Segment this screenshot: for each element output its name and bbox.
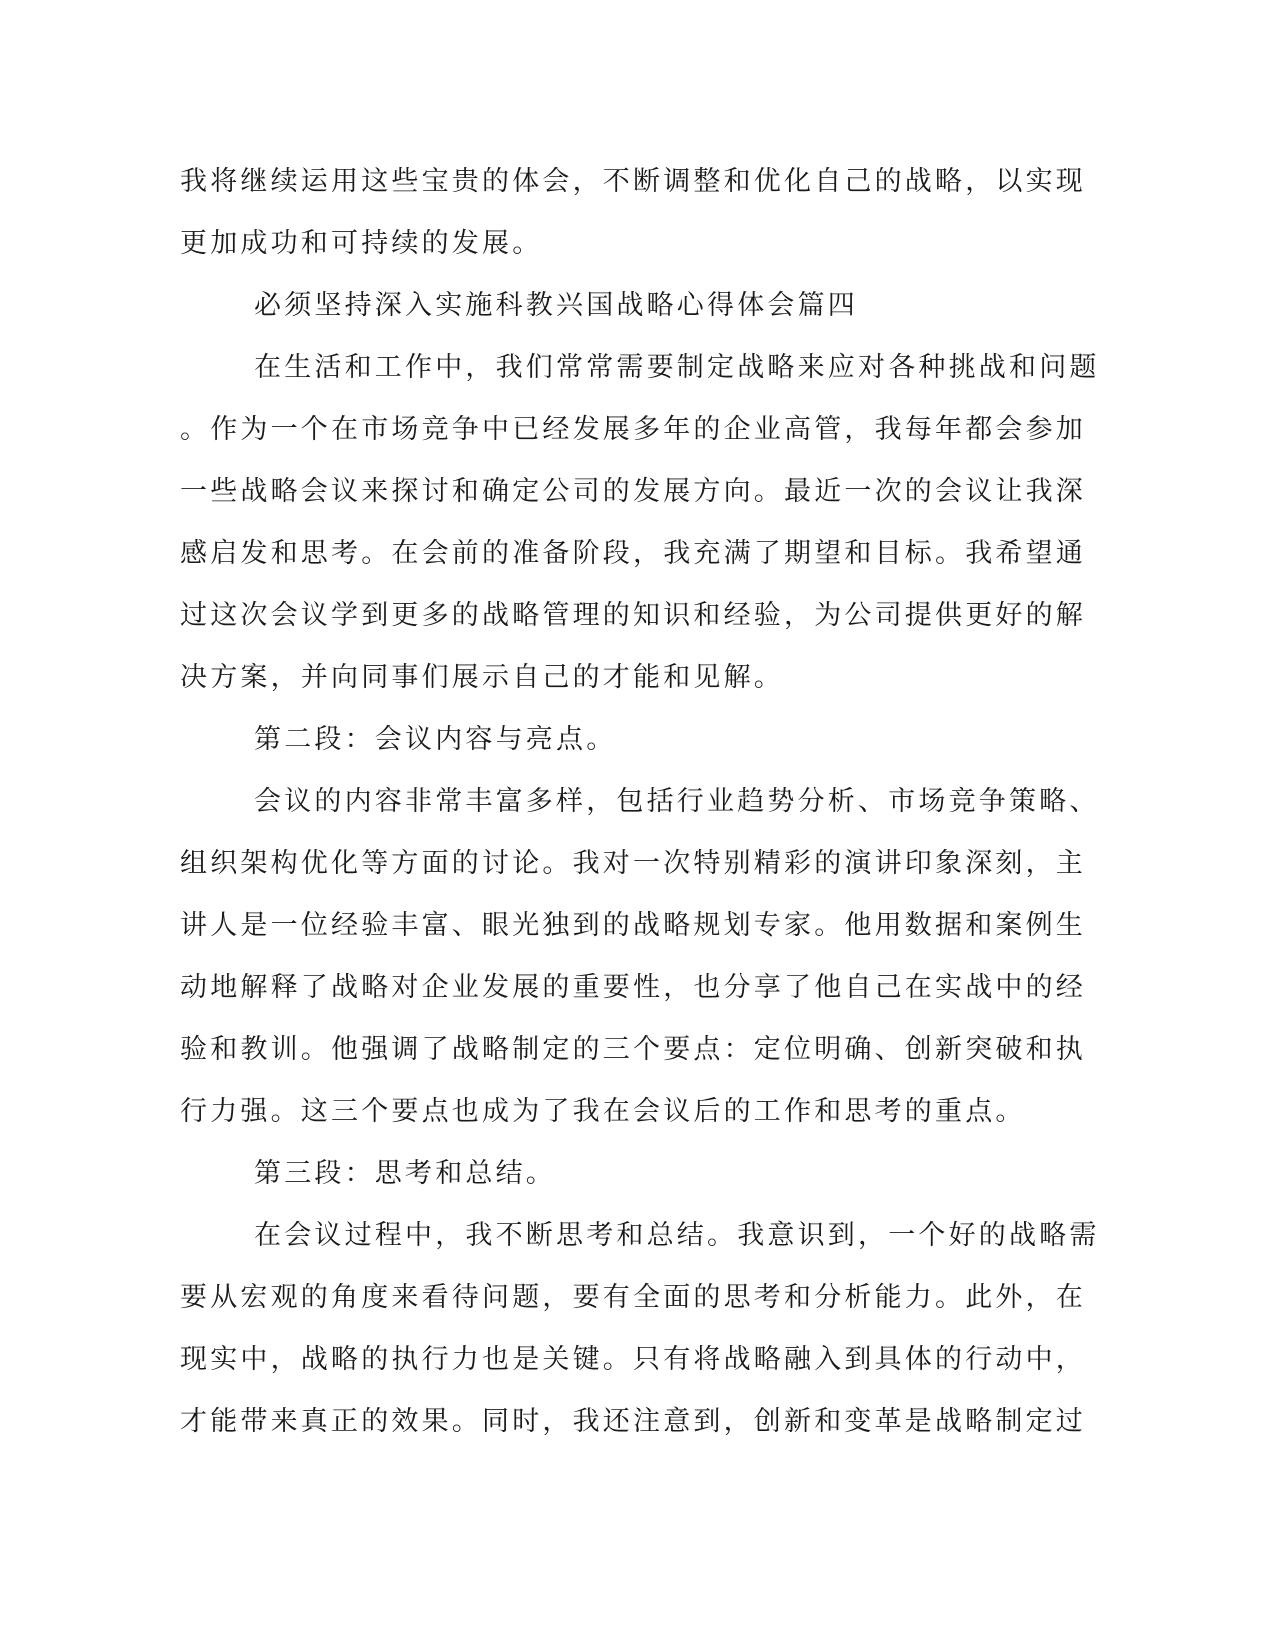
text-line: 组织架构优化等方面的讨论。我对一次特别精彩的演讲印象深刻，主 [180,848,1086,879]
text-line: 过这次会议学到更多的战略管理的知识和经验，为公司提供更好的解 [180,600,1086,631]
text-line: 行力强。这三个要点也成为了我在会议后的工作和思考的重点。 [180,1096,1026,1127]
text-line: 决方案，并向同事们展示自己的才能和见解。 [180,662,784,693]
text-line: 更加成功和可持续的发展。 [180,228,543,259]
text-column [180,151,1100,1453]
text-line: 在生活和工作中，我们常常需要制定战略来应对各种挑战和问题 [254,352,1100,383]
text-line: 感启发和思考。在会前的准备阶段，我充满了期望和目标。我希望通 [180,538,1086,569]
text-line: 现实中，战略的执行力也是关键。只有将战略融入到具体的行动中， [180,1344,1086,1375]
text-line: 第三段：思考和总结。 [254,1158,556,1189]
text-line: 讲人是一位经验丰富、眼光独到的战略规划专家。他用数据和案例生 [180,910,1086,941]
text-line: 必须坚持深入实施科教兴国战略心得体会篇四 [254,290,858,321]
text-line: 才能带来真正的效果。同时，我还注意到，创新和变革是战略制定过 [180,1406,1086,1437]
text-line: 。作为一个在市场竞争中已经发展多年的企业高管，我每年都会参加 [180,414,1086,445]
text-line: 第二段：会议内容与亮点。 [254,724,617,755]
text-line: 在会议过程中，我不断思考和总结。我意识到，一个好的战略需 [254,1220,1100,1251]
text-line: 会议的内容非常丰富多样，包括行业趋势分析、市场竞争策略、 [254,786,1100,817]
text-line: 验和教训。他强调了战略制定的三个要点：定位明确、创新突破和执 [180,1034,1086,1065]
text-line: 我将继续运用这些宝贵的体会，不断调整和优化自己的战略，以实现 [180,166,1086,197]
text-line: 一些战略会议来探讨和确定公司的发展方向。最近一次的会议让我深 [180,476,1086,507]
text-line: 动地解释了战略对企业发展的重要性，也分享了他自己在实战中的经 [180,972,1086,1003]
text-line: 要从宏观的角度来看待问题，要有全面的思考和分析能力。此外，在 [180,1282,1086,1313]
